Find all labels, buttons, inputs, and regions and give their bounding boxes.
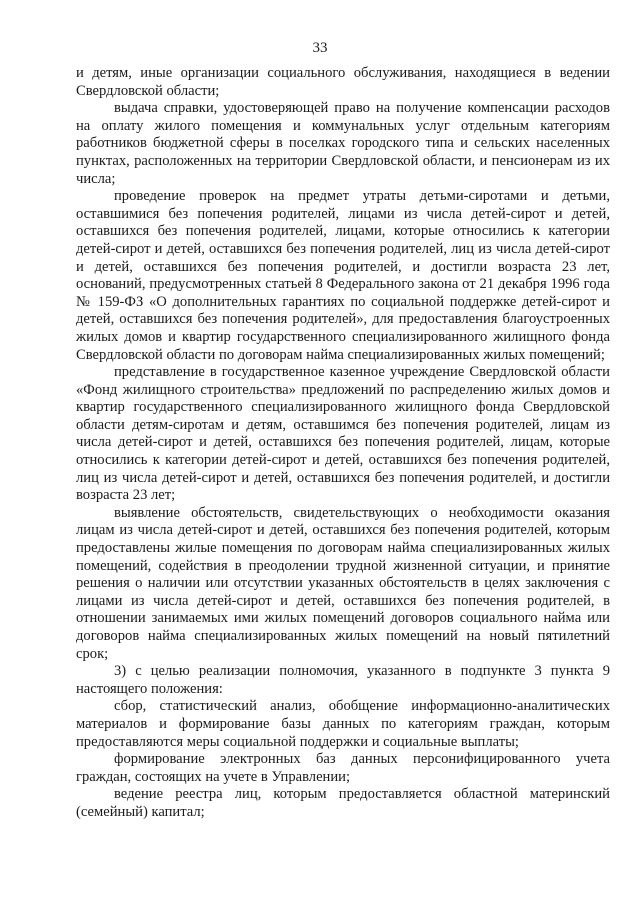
paragraph-maternity-capital-register: ведение реестра лиц, которым предоставляется областной материнский (семейный) капитал; [76,786,610,820]
paragraph-orphans-checks: проведение проверок на предмет утраты детьми-сиротами и детьми, оставшимися без попечения родителей, лицами из числа детей-сирот и детей, оставшихся без попечения родителей, лицами, которые относились к категории детей-сирот и детей, оставшихся без попечения родителей, лиц из числа детей-сирот и детей, оставшихся без попечения родителей, и достигли возраста 23 лет, оснований, предусмотренных статьей 8 Федерального закона от 21 декабря 1996 года № 159-ФЗ «О дополнительных гарантиях по социальной поддержке детей-сирот и детей, оставшихся без попечения родителей», для предоставления благоустроенных жилых домов и квартир государственного специализированного жилищного фонда Свердловской области по договорам найма специализированных жилых помещений; [76,188,610,363]
paragraph-compensation-certificate: выдача справки, удостоверяющей право на получение компенсации расходов на оплату жилого помещения и коммунальных услуг отдельным категориям работников бюджетной сферы в поселках городского типа и сельских населенных пунктах, расположенных на территории Свердловской области, и пенсионерам из их числа; [76,100,610,187]
page-number: 33 [312,40,328,56]
paragraph-continuation: и детям, иные организации социального обслуживания, находящиеся в ведении Свердловской области; [76,65,610,99]
paragraph-statistical-analysis: сбор, статистический анализ, обобщение информационно-аналитических материалов и формирование базы данных по категориям граждан, которым предоставляются меры социальной поддержки и социальные выплаты; [76,698,610,750]
paragraph-electronic-databases: формирование электронных баз данных персонифицированного учета граждан, состоящих на учете в Управлении; [76,751,610,785]
document-body [76,65,610,822]
paragraph-housing-fund-proposals: представление в государственное казенное учреждение Свердловской области «Фонд жилищного строительства» предложений по распределению жилых домов и квартир государственного специализированного жилищного фонда Свердловской области детям-сиротам и детям, оставшимся без попечения родителей, лицам из числа детей-сирот и детей, оставшихся без попечения родителей, лицам, которые относились к категории детей-сирот и детей, оставшихся без попечения родителей, лиц из числа детей-сирот и детей, оставшихся без попечения родителей, и достигли возраста 23 лет; [76,364,610,504]
paragraph-item-3: 3) с целью реализации полномочия, указанного в подпункте 3 пункта 9 настоящего положения: [76,663,610,697]
paragraph-difficult-situation: выявление обстоятельств, свидетельствующих о необходимости оказания лицам из числа детей-сирот и детей, оставшихся без попечения родителей, которым предоставлены жилые помещения по договорам найма специализированных жилых помещений, содействия в преодолении трудной жизненной ситуации, и принятие решения о наличии или отсутствии указанных обстоятельств в целях заключения с лицами из числа детей-сирот и детей, оставшихся без попечения родителей, в отношении занимаемых ими жилых помещений договоров социального найма или договоров найма специализированных жилых помещений на новый пятилетний срок; [76,504,610,662]
